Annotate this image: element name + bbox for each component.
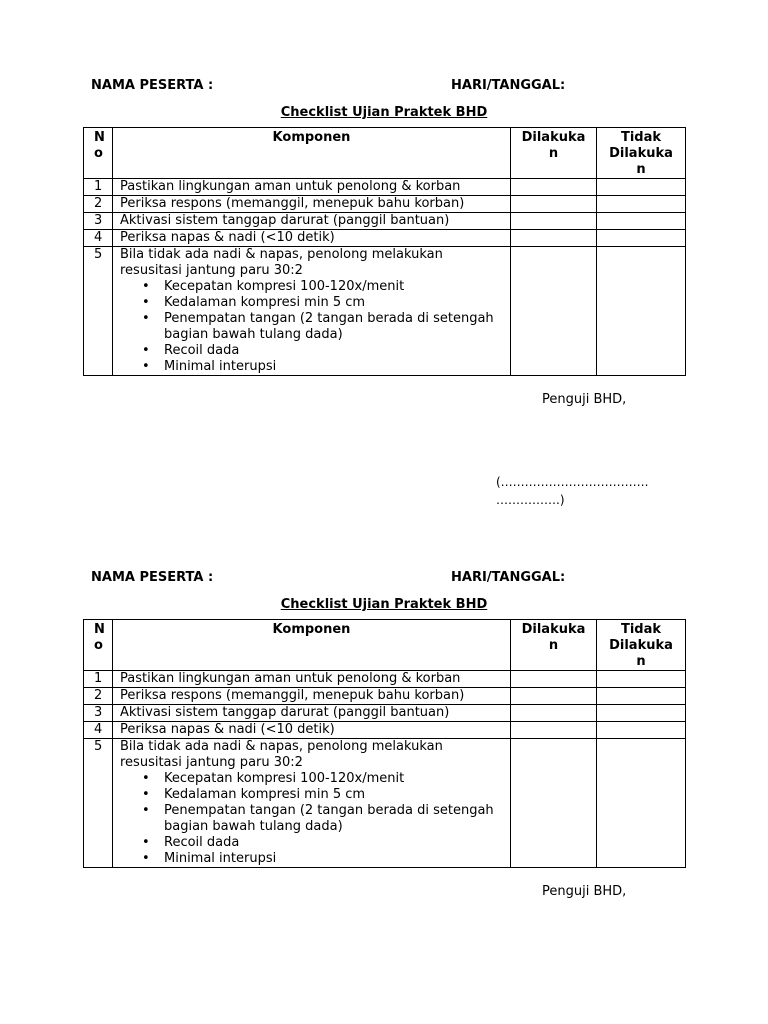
- list-item: • Kecepatan kompresi 100-120x/menit: [142, 771, 405, 786]
- table-row: [84, 739, 686, 868]
- row-component: Aktivasi sistem tanggap darurat (panggil bantuan): [113, 705, 511, 722]
- row-component: Pastikan lingkungan aman untuk penolong & korban: [113, 671, 511, 688]
- row-number: 2: [84, 688, 113, 705]
- header-not-done: Tidak Dilakuka n: [597, 620, 686, 671]
- table-row: [84, 671, 686, 688]
- row-number: 3: [84, 213, 113, 230]
- row-number: 4: [84, 722, 113, 739]
- row-component: [113, 247, 511, 376]
- not-done-checkbox-cell[interactable]: [597, 230, 686, 247]
- list-item: • Recoil dada: [142, 343, 240, 358]
- participant-header: [0, 570, 768, 588]
- header-no: N o: [84, 620, 113, 671]
- list-item: • Penempatan tangan (2 tangan berada di setengah bagian bawah tulang dada): [142, 311, 494, 342]
- list-item: • Kedalaman kompresi min 5 cm: [142, 295, 366, 310]
- header-done: Dilakuka n: [511, 620, 597, 671]
- bullet-icon: •: [142, 359, 150, 374]
- checklist-title: Checklist Ujian Praktek BHD: [280, 105, 488, 120]
- bullet-icon: •: [142, 295, 150, 310]
- done-checkbox-cell[interactable]: [511, 213, 597, 230]
- row-component: Periksa respons (memanggil, menepuk bahu korban): [113, 196, 511, 213]
- row-number: 4: [84, 230, 113, 247]
- checklist-table: [83, 619, 686, 868]
- list-item: • Kedalaman kompresi min 5 cm: [142, 787, 366, 802]
- row-number: 1: [84, 671, 113, 688]
- not-done-checkbox-cell[interactable]: [597, 722, 686, 739]
- row-number: 1: [84, 179, 113, 196]
- bullet-icon: •: [142, 851, 150, 866]
- table-row: [84, 230, 686, 247]
- header-component: Komponen: [113, 620, 511, 671]
- examiner-label: Penguji BHD,: [542, 392, 627, 407]
- done-checkbox-cell[interactable]: [511, 671, 597, 688]
- row-component: Periksa napas & nadi (<10 detik): [113, 722, 511, 739]
- row-number: 3: [84, 705, 113, 722]
- not-done-checkbox-cell[interactable]: [597, 179, 686, 196]
- checklist-title: Checklist Ujian Praktek BHD: [280, 597, 488, 612]
- not-done-checkbox-cell[interactable]: [597, 247, 686, 376]
- table-row: [84, 722, 686, 739]
- row-component: Pastikan lingkungan aman untuk penolong & korban: [113, 179, 511, 196]
- criteria-list: [120, 771, 504, 867]
- not-done-checkbox-cell[interactable]: [597, 688, 686, 705]
- row-number: 5: [84, 247, 113, 376]
- examiner-label: Penguji BHD,: [542, 884, 627, 899]
- done-checkbox-cell[interactable]: [511, 739, 597, 868]
- done-checkbox-cell[interactable]: [511, 705, 597, 722]
- list-item: • Minimal interupsi: [142, 851, 277, 866]
- table-row: [84, 213, 686, 230]
- checklist-table: [83, 127, 686, 376]
- bullet-icon: •: [142, 311, 150, 326]
- header-component: Komponen: [113, 128, 511, 179]
- not-done-checkbox-cell[interactable]: [597, 196, 686, 213]
- list-item: • Penempatan tangan (2 tangan berada di setengah bagian bawah tulang dada): [142, 803, 494, 834]
- table-header-row: [84, 128, 686, 179]
- list-item: • Minimal interupsi: [142, 359, 277, 374]
- header-no: N o: [84, 128, 113, 179]
- done-checkbox-cell[interactable]: [511, 688, 597, 705]
- participant-name-label: NAMA PESERTA :: [91, 570, 214, 585]
- bullet-icon: •: [142, 343, 150, 358]
- row-component: Aktivasi sistem tanggap darurat (panggil bantuan): [113, 213, 511, 230]
- row-component-text: Bila tidak ada nadi & napas, penolong melakukan resusitasi jantung paru 30:2: [120, 247, 443, 278]
- done-checkbox-cell[interactable]: [511, 230, 597, 247]
- row-component-text: Bila tidak ada nadi & napas, penolong melakukan resusitasi jantung paru 30:2: [120, 739, 443, 770]
- bullet-icon: •: [142, 787, 150, 802]
- not-done-checkbox-cell[interactable]: [597, 213, 686, 230]
- row-component: [113, 739, 511, 868]
- participant-name-label: NAMA PESERTA :: [91, 78, 214, 93]
- table-header-row: [84, 620, 686, 671]
- criteria-list: [120, 279, 504, 375]
- bullet-icon: •: [142, 771, 150, 786]
- not-done-checkbox-cell[interactable]: [597, 705, 686, 722]
- day-date-label: HARI/TANGGAL:: [451, 570, 566, 585]
- list-item: • Kecepatan kompresi 100-120x/menit: [142, 279, 405, 294]
- table-row: [84, 196, 686, 213]
- row-component: Periksa napas & nadi (<10 detik): [113, 230, 511, 247]
- row-number: 5: [84, 739, 113, 868]
- bullet-icon: •: [142, 803, 150, 818]
- header-done: Dilakuka n: [511, 128, 597, 179]
- table-row: [84, 247, 686, 376]
- bullet-icon: •: [142, 279, 150, 294]
- done-checkbox-cell[interactable]: [511, 722, 597, 739]
- done-checkbox-cell[interactable]: [511, 179, 597, 196]
- not-done-checkbox-cell[interactable]: [597, 739, 686, 868]
- header-not-done: Tidak Dilakuka n: [597, 128, 686, 179]
- participant-header: [0, 78, 768, 96]
- not-done-checkbox-cell[interactable]: [597, 671, 686, 688]
- list-item: • Recoil dada: [142, 835, 240, 850]
- done-checkbox-cell[interactable]: [511, 247, 597, 376]
- row-number: 2: [84, 196, 113, 213]
- row-component: Periksa respons (memanggil, menepuk bahu korban): [113, 688, 511, 705]
- day-date-label: HARI/TANGGAL:: [451, 78, 566, 93]
- signature-line: (………………………………. …………….): [496, 475, 649, 507]
- bullet-icon: •: [142, 835, 150, 850]
- done-checkbox-cell[interactable]: [511, 196, 597, 213]
- table-row: [84, 705, 686, 722]
- table-row: [84, 179, 686, 196]
- table-row: [84, 688, 686, 705]
